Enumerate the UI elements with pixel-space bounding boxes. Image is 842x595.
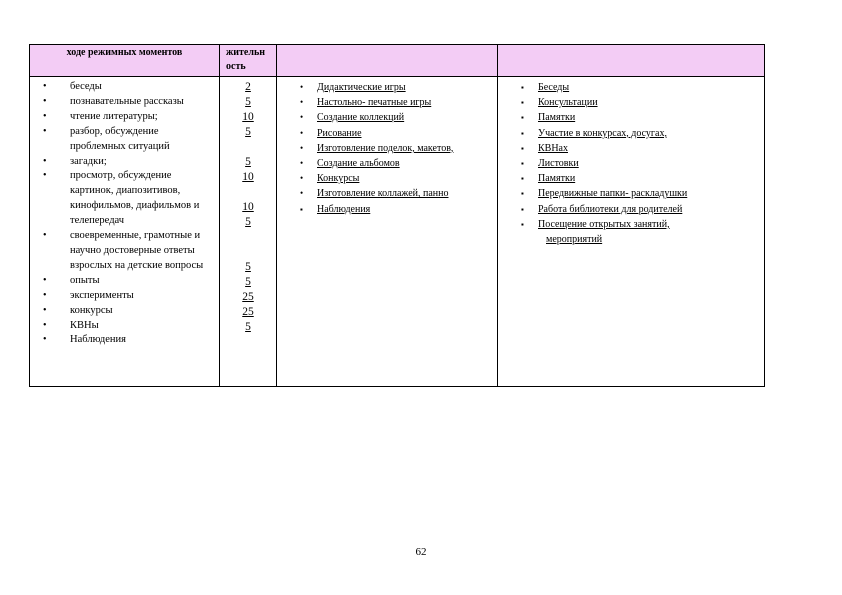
header-duration-line2: ость xyxy=(226,61,246,72)
list-item xyxy=(277,156,497,171)
duration-list xyxy=(220,80,276,335)
list-item-text: Создание альбомов xyxy=(317,158,400,170)
list-item xyxy=(498,156,764,171)
list-item xyxy=(277,110,497,125)
list-item xyxy=(30,125,219,155)
activities-table xyxy=(29,44,765,387)
list-item xyxy=(30,155,219,170)
list-item-text: конкурсы xyxy=(70,304,113,316)
bullet-icon: ▪ xyxy=(521,174,524,184)
bullet-icon: ▪ xyxy=(521,189,524,199)
list-item-text: чтение литературы; xyxy=(70,110,158,122)
moments-cell xyxy=(30,77,220,387)
bullet-icon: • xyxy=(43,95,47,107)
list-item xyxy=(30,80,219,95)
bullet-icon: • xyxy=(300,188,304,199)
list-item xyxy=(30,229,219,274)
list-item xyxy=(277,95,497,110)
bullet-icon: • xyxy=(43,289,47,301)
table-header-row xyxy=(30,45,765,77)
duration-gap xyxy=(220,245,276,260)
list-item-text: КВНах xyxy=(538,142,568,154)
duration-gap xyxy=(220,230,276,245)
duration-value: 5 xyxy=(245,216,251,228)
list-item xyxy=(277,141,497,156)
duration-value: 5 xyxy=(245,321,251,333)
list-item-text: Памятки xyxy=(538,112,576,124)
bullet-icon: • xyxy=(43,81,47,92)
bullet-icon: • xyxy=(43,334,47,346)
header-moments-label: ходе режимных моментов xyxy=(66,47,183,58)
bullet-icon: • xyxy=(43,110,47,122)
list-item xyxy=(498,80,764,95)
bullet-icon: • xyxy=(300,158,304,169)
list-item xyxy=(498,202,764,217)
list-item-text: КВНы xyxy=(70,319,99,331)
list-item xyxy=(30,333,219,348)
bullet-icon: ▪ xyxy=(521,159,524,169)
list-item-text: познавательные рассказы xyxy=(70,95,184,107)
list-item-text: своевременные, грамотные и научно достоверные ответы взрослых на детские вопросы xyxy=(70,230,204,271)
list-item-text: Листовки xyxy=(538,158,579,170)
list-item-text: опыты xyxy=(70,274,100,286)
independent-activity-cell xyxy=(277,77,498,387)
bullet-icon: • xyxy=(300,112,304,123)
bullet-icon: ▪ xyxy=(521,113,524,123)
list-item-text: Участие в конкурсах, досугах, xyxy=(538,127,667,139)
list-item-text: Создание коллекций xyxy=(317,112,405,124)
list-item-text: разбор, обсуждение проблемных ситуаций xyxy=(70,125,170,152)
bullet-icon: ▪ xyxy=(521,98,524,108)
list-item-text: Настольно- печатные игры xyxy=(317,97,432,109)
duration-gap xyxy=(220,140,276,155)
bullet-icon: • xyxy=(43,274,47,286)
list-item-text: эксперименты xyxy=(70,289,134,301)
list-item xyxy=(277,80,497,95)
list-item-text: Изготовление коллажей, панно xyxy=(317,188,449,200)
bullet-icon: • xyxy=(43,170,47,182)
duration-value: 5 xyxy=(245,96,251,108)
list-item-text: Памятки xyxy=(538,173,576,185)
list-item xyxy=(498,141,764,156)
list-item-continuation: мероприятий xyxy=(546,234,603,246)
bullet-icon: • xyxy=(300,127,304,138)
list-item-text: Дидактические игры xyxy=(317,82,406,93)
bullet-icon: • xyxy=(43,319,47,331)
list-item xyxy=(498,126,764,141)
duration-value: 5 xyxy=(245,126,251,138)
list-item-text: Наблюдения xyxy=(70,334,126,346)
bullet-icon: ▪ xyxy=(521,83,524,92)
list-item-text: Посещение открытых занятий, xyxy=(538,218,670,230)
bullet-icon: • xyxy=(300,97,304,108)
list-item-text: просмотр, обсуждение картинок, диапозитивов, кинофильмов, диафильмов и телепередач xyxy=(70,170,200,227)
list-item-text: Передвижные папки- раскладушки xyxy=(538,188,688,200)
duration-cell xyxy=(220,77,277,387)
bullet-icon: ▪ xyxy=(521,143,524,153)
list-item xyxy=(30,319,219,334)
header-cell-duration xyxy=(220,45,277,77)
list-item xyxy=(30,289,219,304)
list-item-text: беседы xyxy=(70,81,102,92)
moments-list xyxy=(30,80,219,348)
header-duration-line1: жительн xyxy=(226,47,266,58)
duration-value: 10 xyxy=(242,111,254,123)
duration-value: 2 xyxy=(245,81,251,93)
list-item xyxy=(277,202,497,217)
bullet-icon: • xyxy=(43,304,47,316)
bullet-icon: ▪ xyxy=(521,204,524,214)
family-interaction-cell xyxy=(498,77,765,387)
duration-value: 5 xyxy=(245,261,251,273)
bullet-icon: • xyxy=(43,230,47,242)
list-item xyxy=(498,217,764,232)
header-col3-label xyxy=(277,45,497,46)
page-number: 62 xyxy=(415,546,427,558)
header-cell-moments xyxy=(30,45,220,77)
bullet-icon: • xyxy=(300,173,304,184)
list-item-text: Консультации xyxy=(538,97,598,109)
header-cell-3 xyxy=(277,45,498,77)
table-body-row xyxy=(30,77,765,387)
bullet-icon: ▪ xyxy=(521,219,524,229)
list-item xyxy=(277,171,497,186)
list-item-text: Беседы xyxy=(538,82,570,93)
list-item xyxy=(30,110,219,125)
header-duration-label xyxy=(220,45,276,74)
header-col4-label xyxy=(498,45,764,46)
duration-value: 25 xyxy=(242,291,254,303)
list-item-text: Конкурсы xyxy=(317,173,360,185)
bullet-icon: ▪ xyxy=(521,128,524,138)
list-item-text: Работа библиотеки для родителей xyxy=(538,203,683,215)
duration-value: 5 xyxy=(245,156,251,168)
list-item xyxy=(30,95,219,110)
family-interaction-list xyxy=(498,80,764,247)
list-item xyxy=(498,110,764,125)
list-item xyxy=(277,186,497,201)
list-item-text: Наблюдения xyxy=(317,203,371,215)
independent-activity-list xyxy=(277,80,497,217)
list-item xyxy=(498,186,764,201)
list-item xyxy=(498,171,764,186)
bullet-icon: • xyxy=(43,125,47,137)
duration-value: 10 xyxy=(242,201,254,213)
list-item-text: Изготовление поделок, макетов, xyxy=(317,142,454,154)
list-item xyxy=(277,126,497,141)
list-item xyxy=(30,274,219,289)
list-item-text: Рисование xyxy=(317,127,362,139)
duration-value: 5 xyxy=(245,276,251,288)
header-cell-4 xyxy=(498,45,765,77)
bullet-icon: • xyxy=(43,155,47,167)
duration-value: 10 xyxy=(242,171,254,183)
bullet-icon: • xyxy=(300,142,304,153)
list-item-text: загадки; xyxy=(70,155,107,167)
bullet-icon: • xyxy=(300,82,304,92)
bullet-icon: ▪ xyxy=(300,204,303,214)
list-item xyxy=(30,304,219,319)
duration-value: 25 xyxy=(242,306,254,318)
duration-gap xyxy=(220,185,276,200)
list-item xyxy=(30,169,219,229)
list-item xyxy=(498,95,764,110)
